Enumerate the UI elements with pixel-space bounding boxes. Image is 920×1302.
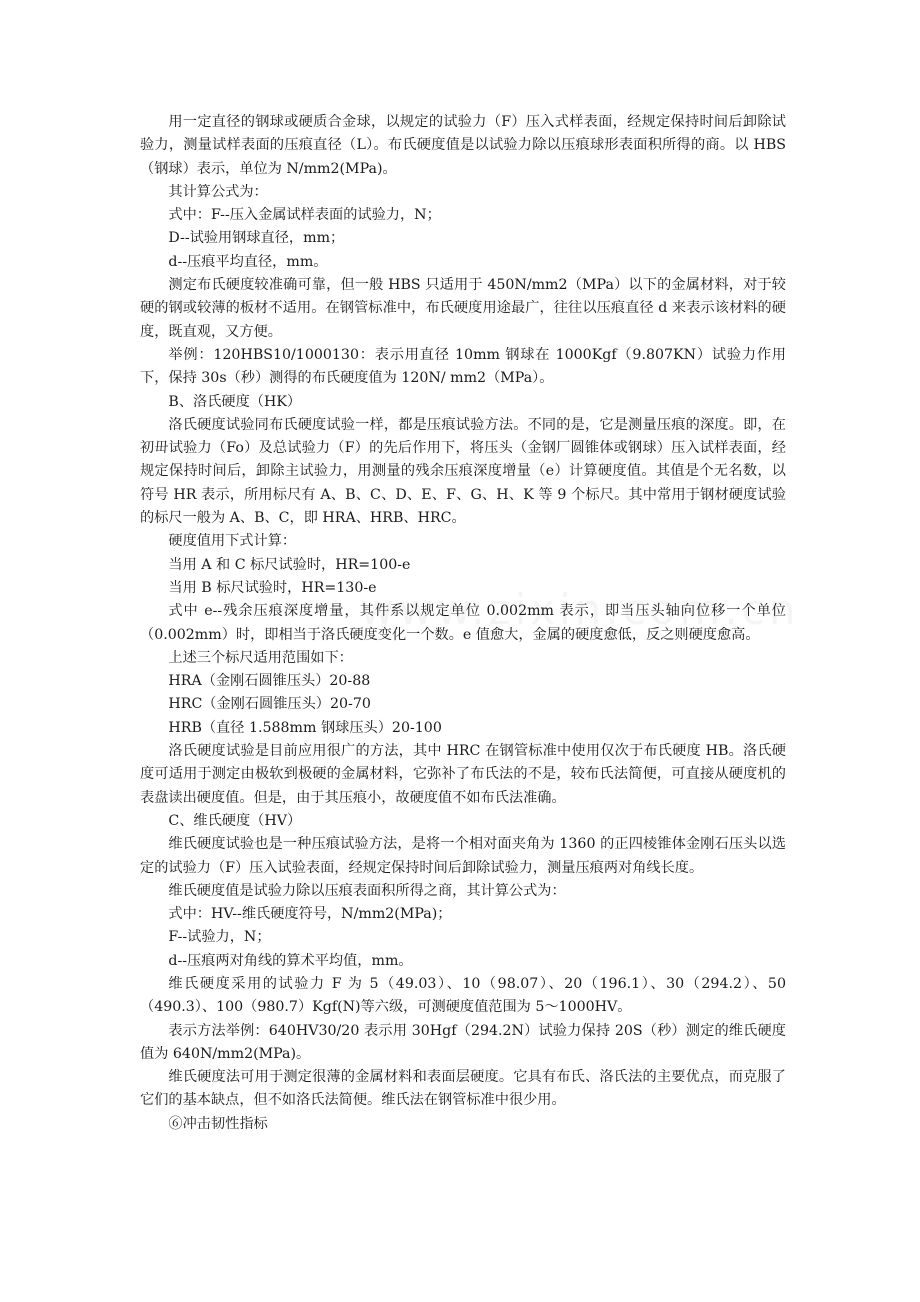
paragraph-hrb-range: HRB（直径 1.588mm 钢球压头）20-100 — [168, 719, 442, 736]
paragraph-rockwell-formula-b: 当用 B 标尺试验时，HR=130-e — [168, 579, 377, 596]
paragraph-hrc-range: HRC（金刚石圆锥压头）20-70 — [168, 696, 371, 713]
paragraph-vickers-where-F: F--试验力，N； — [168, 929, 271, 946]
paragraph-hra-range: HRA（金刚石圆锥压头）20-88 — [168, 673, 371, 690]
paragraph-vickers-formula-intro: 维氏硬度值是试验力除以压痕表面积所得之商，其计算公式为： — [168, 882, 566, 899]
heading-impact-toughness: ⑥冲击韧性指标 — [168, 1115, 268, 1132]
paragraph-brinell-definition: 用一定直径的钢球或硬质合金球，以规定的试验力（F）压入式样表面，经规定保持时间后卸除试验力，测量试样表面的压痕直径（L）。布氏硬度值是以试验力除以压痕球形表面积所得的商。以 HBS（钢球）表示，单位为 N/mm2(MPa)。 — [140, 114, 786, 177]
paragraph-vickers-summary: 维氏硬度法可用于测定很薄的金属材料和表面层硬度。它具有布氏、洛氏法的主要优点，而克服了它们的基本缺点，但不如洛氏法简便。维氏法在钢管标准中很少用。 — [140, 1069, 786, 1109]
heading-rockwell: B、洛氏硬度（HK） — [168, 393, 302, 410]
heading-vickers: C、维氏硬度（HV） — [168, 812, 302, 829]
paragraph-vickers-where-hv: 式中：HV--维氏硬度符号，N/mm2(MPa)； — [168, 906, 452, 923]
paragraph-brinell-usage: 测定布氏硬度较准确可靠，但一般 HBS 只适用于 450N/mm2（MPa）以下的金属材料，对于较硬的钢或较薄的板材不适用。在钢管标准中，布氏硬度用途最广，往往以压痕直径 d 来表示该材料的硬度，既直观，又方便。 — [140, 277, 786, 340]
paragraph-rockwell-summary: 洛氏硬度试验是目前应用很广的方法，其中 HRC 在钢管标准中使用仅次于布氏硬度 HB。洛氏硬度可适用于测定由极软到极硬的金属材料，它弥补了布氏法的不是，较布氏法简便，可直接从硬度机的表盘读出硬度值。但是，由于其压痕小，故硬度值不如布氏法准确。 — [140, 743, 786, 806]
paragraph-where-d: d--压痕平均直径，mm。 — [168, 253, 328, 270]
paragraph-where-F: 式中：F--压入金属试样表面的试验力，N； — [168, 207, 441, 224]
paragraph-scale-ranges-intro: 上述三个标尺适用范围如下： — [168, 649, 353, 666]
paragraph-rockwell-where-e: 式中 e--残余压痕深度增量，其件系以规定单位 0.002mm 表示，即当压头轴向位移一个单位（0.002mm）时，即相当于洛氏硬度变化一个数。e 值愈大，金属的硬度愈低，反之则硬度愈高。 — [140, 603, 786, 643]
paragraph-formula-intro: 其计算公式为： — [168, 183, 268, 200]
paragraph-vickers-forces: 维氏硬度采用的试验力 F 为 5（49.03）、10（98.07）、20（196.1）、30（294.2）、50（490.3）、100（980.7）Kgf(N)等六级，可测硬度值范围为 5～1000HV。 — [140, 975, 786, 1016]
paragraph-where-D: D--试验用钢球直径，mm； — [168, 230, 345, 247]
document-body — [140, 111, 786, 1136]
paragraph-brinell-example: 举例：120HBS10/1000130：表示用直径 10mm 钢球在 1000Kgf（9.807KN）试验力作用下，保持 30s（秒）测得的布氏硬度值为 120N/ mm2（MPa）。 — [140, 346, 786, 387]
paragraph-rockwell-formula-intro: 硬度值用下式计算： — [168, 533, 297, 550]
paragraph-rockwell-formula-ac: 当用 A 和 C 标尺试验时，HR=100-e — [168, 556, 411, 573]
paragraph-vickers-method: 维氏硬度试验也是一种压痕试验方法，是将一个相对面夹角为 1360 的正四棱锥体金刚石压头以选定的试验力（F）压入试验表面，经规定保持时间后卸除试验力，测量压痕两对角线长度。 — [140, 836, 786, 876]
paragraph-vickers-example: 表示方法举例：640HV30/20 表示用 30Hgf（294.2N）试验力保持 20S（秒）测定的维氏硬度值为 640N/mm2(MPa)。 — [140, 1022, 786, 1062]
paragraph-vickers-where-d: d--压痕两对角线的算术平均值，mm。 — [168, 952, 413, 969]
paragraph-rockwell-method: 洛氏硬度试验同布氏硬度试验一样，都是压痕试验方法。不同的是，它是测量压痕的深度。即，在初毌试验力（Fo）及总试验力（F）的先后作用下，将压头（金钢厂圆锥体或钢球）压入试样表面，经规定保持时间后，卸除主试验力，用测量的残余压痕深度增量（e）计算硬度值。其值是个无名数，以符号 HR 表示，所用标尺有 A、B、C、D、E、F、G、H、K 等 9 个标尺。其中常用于钢材硬度试验的标尺一般为 A、B、C，即 HRA、HRB、HRC。 — [140, 416, 786, 527]
